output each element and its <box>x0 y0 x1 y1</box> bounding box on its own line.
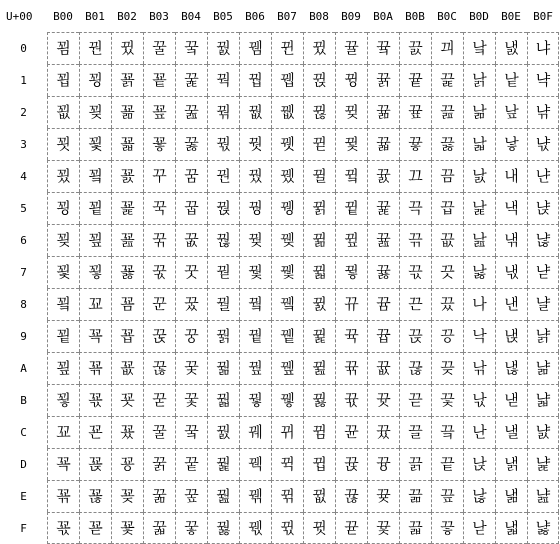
glyph-cell: 끆 <box>399 224 431 256</box>
glyph-cell: 꾚 <box>79 224 111 256</box>
row-header: 1 <box>20 73 27 87</box>
glyph-cell: 꿭 <box>239 320 271 352</box>
glyph-cell: 낤 <box>463 160 495 192</box>
glyph-cell: 꿈 <box>175 160 207 192</box>
glyph-cell: 뀾 <box>367 480 399 512</box>
glyph-cell: 뀓 <box>303 128 335 160</box>
row-header: 0 <box>20 41 27 55</box>
glyph-cell: 꿠 <box>207 32 239 64</box>
glyph-cell: 냟 <box>527 512 559 544</box>
glyph-cell: 꾞 <box>47 480 79 512</box>
glyph-cell: 낹 <box>495 320 527 352</box>
glyph-cell: 꿐 <box>175 416 207 448</box>
glyph-cell: 뀝 <box>303 448 335 480</box>
glyph-cell: 꾛 <box>47 384 79 416</box>
table-corner-label: U+00 <box>6 9 33 23</box>
glyph-cell: 끝 <box>431 448 463 480</box>
row-header: 8 <box>20 297 27 311</box>
glyph-cell: 냚 <box>527 352 559 384</box>
glyph-cell: 꾭 <box>111 320 143 352</box>
glyph-cell: 꾚 <box>47 352 79 384</box>
glyph-cell: 뀄 <box>271 160 303 192</box>
glyph-cell: 꿙 <box>207 192 239 224</box>
glyph-cell: 꾞 <box>79 352 111 384</box>
glyph-cell: 꿑 <box>175 448 207 480</box>
glyph-cell: 낻 <box>495 384 527 416</box>
glyph-cell: 뀡 <box>335 64 367 96</box>
glyph-cell: 꾖 <box>79 96 111 128</box>
glyph-cell: 꾜 <box>47 416 79 448</box>
glyph-cell: 꿊 <box>175 224 207 256</box>
row-header: 9 <box>20 329 27 343</box>
glyph-cell: 낰 <box>463 32 495 64</box>
glyph-cell: 뀥 <box>335 192 367 224</box>
glyph-cell: 뀹 <box>367 320 399 352</box>
glyph-cell: 뀒 <box>303 96 335 128</box>
glyph-cell: 꾼 <box>143 288 175 320</box>
glyph-cell: 꿘 <box>79 32 111 64</box>
glyph-cell: 냀 <box>495 32 527 64</box>
glyph-cell: 꾽 <box>143 320 175 352</box>
glyph-cell: 꾕 <box>47 192 79 224</box>
glyph-cell: 꾠 <box>79 416 111 448</box>
glyph-cell: 꾡 <box>79 448 111 480</box>
glyph-cell: 뀜 <box>303 416 335 448</box>
glyph-cell: 끇 <box>399 256 431 288</box>
glyph-cell: 뀚 <box>303 352 335 384</box>
row-header: 2 <box>20 105 27 119</box>
glyph-cell: 꿛 <box>207 256 239 288</box>
glyph-cell: 꾱 <box>111 448 143 480</box>
glyph-cell: 끏 <box>399 512 431 544</box>
glyph-cell: 뀖 <box>303 224 335 256</box>
glyph-cell: 뀕 <box>303 192 335 224</box>
row-header: D <box>20 457 27 471</box>
glyph-cell: 냝 <box>527 448 559 480</box>
glyph-cell: 꾫 <box>111 256 143 288</box>
glyph-cell: 끈 <box>399 288 431 320</box>
glyph-cell: 낟 <box>463 512 495 544</box>
glyph-cell: 뀦 <box>335 224 367 256</box>
glyph-cell: 꾕 <box>79 64 111 96</box>
glyph-cell: 꾣 <box>79 512 111 544</box>
glyph-cell: 뀪 <box>335 352 367 384</box>
glyph-cell: 끄 <box>399 160 431 192</box>
glyph-cell: 낢 <box>463 96 495 128</box>
glyph-cell: 뀿 <box>367 512 399 544</box>
glyph-cell: 나 <box>463 288 495 320</box>
glyph-cell: 낛 <box>463 384 495 416</box>
glyph-cell: 냘 <box>527 288 559 320</box>
glyph-cell: 끛 <box>431 384 463 416</box>
column-header: B00 <box>53 9 73 23</box>
glyph-cell: 꾝 <box>47 448 79 480</box>
glyph-cell: 뀐 <box>271 32 303 64</box>
glyph-cell: 꾗 <box>47 256 79 288</box>
glyph-cell: 꿨 <box>239 160 271 192</box>
column-header: B0E <box>501 9 521 23</box>
glyph-cell: 뀤 <box>335 160 367 192</box>
glyph-cell: 꿃 <box>143 512 175 544</box>
glyph-cell: 꾥 <box>111 64 143 96</box>
glyph-cell: 꿋 <box>175 256 207 288</box>
column-header: B0F <box>533 9 553 23</box>
glyph-cell: 꿍 <box>175 320 207 352</box>
glyph-cell: 꾷 <box>143 128 175 160</box>
glyph-cell: 뀌 <box>271 416 303 448</box>
glyph-cell: 뀊 <box>271 352 303 384</box>
glyph-cell: 뀧 <box>335 256 367 288</box>
glyph-cell: 뀟 <box>303 512 335 544</box>
glyph-cell: 꾓 <box>47 128 79 160</box>
glyph-cell: 끁 <box>399 64 431 96</box>
glyph-cell: 꿓 <box>175 512 207 544</box>
glyph-cell: 뀞 <box>303 480 335 512</box>
glyph-cell: 뀙 <box>303 320 335 352</box>
glyph-cell: 뀯 <box>335 512 367 544</box>
glyph-cell: 낥 <box>463 192 495 224</box>
glyph-cell: 꿌 <box>175 288 207 320</box>
glyph-cell: 끂 <box>399 96 431 128</box>
glyph-cell: 꿯 <box>239 384 271 416</box>
glyph-cell: 꾩 <box>111 192 143 224</box>
column-header: B07 <box>277 9 297 23</box>
glyph-cell: 뀰 <box>335 32 367 64</box>
glyph-cell: 냖 <box>527 224 559 256</box>
glyph-cell: 낵 <box>495 192 527 224</box>
glyph-cell: 꾦 <box>111 96 143 128</box>
column-header: B03 <box>149 9 169 23</box>
column-header: B05 <box>213 9 233 23</box>
glyph-cell: 꿉 <box>175 192 207 224</box>
glyph-cell: 끔 <box>431 160 463 192</box>
row-header: F <box>20 521 27 535</box>
glyph-cell: 꿀 <box>143 32 175 64</box>
glyph-cell: 꾙 <box>79 192 111 224</box>
glyph-cell: 뀬 <box>335 416 367 448</box>
glyph-cell: 뀅 <box>271 192 303 224</box>
glyph-cell: 꾯 <box>111 384 143 416</box>
glyph-cell: 꾟 <box>79 384 111 416</box>
glyph-cell: 뀗 <box>303 256 335 288</box>
glyph-cell: 냛 <box>527 384 559 416</box>
glyph-cell: 꿰 <box>239 416 271 448</box>
glyph-cell: 꿚 <box>207 224 239 256</box>
row-header: B <box>20 393 27 407</box>
glyph-cell: 끍 <box>399 448 431 480</box>
glyph-cell: 낡 <box>463 64 495 96</box>
glyph-cell: 꾪 <box>111 224 143 256</box>
glyph-cell: 꿁 <box>143 448 175 480</box>
glyph-cell: 낼 <box>495 416 527 448</box>
column-header: B0A <box>373 9 393 23</box>
glyph-cell: 낧 <box>463 256 495 288</box>
row-header: 3 <box>20 137 27 151</box>
glyph-cell: 꿳 <box>239 512 271 544</box>
row-header: 7 <box>20 265 27 279</box>
glyph-cell: 뀎 <box>271 480 303 512</box>
glyph-cell: 뀼 <box>367 416 399 448</box>
glyph-cell: 꾮 <box>111 352 143 384</box>
glyph-cell: 뀻 <box>367 384 399 416</box>
column-header: B04 <box>181 9 201 23</box>
glyph-cell: 끎 <box>399 480 431 512</box>
glyph-cell: 꿫 <box>239 256 271 288</box>
glyph-cell: 끑 <box>431 64 463 96</box>
glyph-cell: 뀢 <box>335 96 367 128</box>
column-header: B02 <box>117 9 137 23</box>
glyph-cell: 뀸 <box>367 288 399 320</box>
column-header: B01 <box>85 9 105 23</box>
glyph-cell: 뀶 <box>367 224 399 256</box>
glyph-cell: 뀘 <box>303 288 335 320</box>
glyph-cell: 끙 <box>431 320 463 352</box>
glyph-cell: 꾘 <box>79 160 111 192</box>
glyph-cell: 꾬 <box>111 288 143 320</box>
glyph-cell: 끌 <box>399 416 431 448</box>
glyph-cell: 끗 <box>431 256 463 288</box>
glyph-cell: 낿 <box>495 512 527 544</box>
glyph-cell: 꿠 <box>207 416 239 448</box>
glyph-cell: 꾰 <box>111 416 143 448</box>
glyph-cell: 끒 <box>431 96 463 128</box>
glyph-cell: 냜 <box>527 416 559 448</box>
glyph-cell: 꾛 <box>79 256 111 288</box>
glyph-cell: 꿥 <box>239 64 271 96</box>
glyph-cell: 뀏 <box>271 512 303 544</box>
glyph-cell: 냐 <box>527 32 559 64</box>
glyph-cell: 끃 <box>399 128 431 160</box>
glyph-cell: 낚 <box>463 352 495 384</box>
glyph-cell: 꿬 <box>239 288 271 320</box>
glyph-cell: 낾 <box>495 480 527 512</box>
glyph-cell: 꾔 <box>47 160 79 192</box>
glyph-cell: 끞 <box>431 480 463 512</box>
glyph-cell: 뀴 <box>367 160 399 192</box>
glyph-cell: 낳 <box>495 128 527 160</box>
glyph-cell: 뀠 <box>303 32 335 64</box>
glyph-cell: 뀩 <box>335 320 367 352</box>
glyph-cell: 꿎 <box>175 352 207 384</box>
glyph-cell: 꾗 <box>79 128 111 160</box>
glyph-cell: 끠 <box>431 32 463 64</box>
glyph-cell: 뀳 <box>367 128 399 160</box>
glyph-cell: 뀆 <box>271 224 303 256</box>
glyph-cell: 꾸 <box>143 160 175 192</box>
column-header: B09 <box>341 9 361 23</box>
glyph-cell: 뀮 <box>335 480 367 512</box>
glyph-cell: 뀉 <box>271 320 303 352</box>
glyph-cell: 꿜 <box>207 288 239 320</box>
glyph-cell: 꾢 <box>79 480 111 512</box>
glyph-cell: 꿱 <box>239 448 271 480</box>
glyph-cell: 꿇 <box>175 128 207 160</box>
glyph-cell: 꿡 <box>207 448 239 480</box>
glyph-cell: 꿐 <box>175 32 207 64</box>
glyph-cell: 꿀 <box>143 416 175 448</box>
glyph-cell: 꾾 <box>143 352 175 384</box>
column-header: B0B <box>405 9 425 23</box>
glyph-cell: 꾒 <box>47 96 79 128</box>
glyph-cell: 뀵 <box>367 192 399 224</box>
glyph-cell: 꿏 <box>175 384 207 416</box>
column-header: B06 <box>245 9 265 23</box>
glyph-cell: 끊 <box>399 352 431 384</box>
glyph-cell: 낱 <box>495 64 527 96</box>
glyph-cell: 꿪 <box>239 224 271 256</box>
glyph-cell: 끓 <box>431 128 463 160</box>
glyph-cell: 낶 <box>495 224 527 256</box>
glyph-cell: 꿖 <box>207 96 239 128</box>
glyph-cell: 꾻 <box>143 256 175 288</box>
glyph-cell: 꾧 <box>111 128 143 160</box>
glyph-cell: 꾵 <box>143 64 175 96</box>
glyph-cell: 뀁 <box>271 64 303 96</box>
glyph-cell: 뀺 <box>367 352 399 384</box>
glyph-cell: 뀠 <box>111 32 143 64</box>
glyph-cell: 뀈 <box>271 288 303 320</box>
glyph-cell: 꾐 <box>47 32 79 64</box>
row-header: E <box>20 489 27 503</box>
glyph-cell: 내 <box>495 160 527 192</box>
glyph-cell: 뀃 <box>271 128 303 160</box>
glyph-cell: 꿩 <box>239 192 271 224</box>
glyph-cell: 낽 <box>495 448 527 480</box>
glyph-cell: 낦 <box>463 224 495 256</box>
glyph-cell: 냒 <box>527 96 559 128</box>
glyph-cell: 꿝 <box>207 320 239 352</box>
glyph-cell: 뀂 <box>271 96 303 128</box>
glyph-cell: 냑 <box>527 64 559 96</box>
glyph-cell: 꾙 <box>47 320 79 352</box>
glyph-cell: 뀀 <box>239 32 271 64</box>
glyph-cell: 뀱 <box>367 64 399 96</box>
glyph-cell: 꾶 <box>143 96 175 128</box>
glyph-cell: 냙 <box>527 320 559 352</box>
glyph-cell: 꿆 <box>175 96 207 128</box>
glyph-cell: 뀔 <box>303 160 335 192</box>
glyph-cell: 끋 <box>399 384 431 416</box>
column-header: B08 <box>309 9 329 23</box>
glyph-cell: 꿦 <box>239 96 271 128</box>
glyph-cell: 냗 <box>527 256 559 288</box>
glyph-cell: 낸 <box>495 288 527 320</box>
glyph-cell: 꿣 <box>207 512 239 544</box>
glyph-cell: 꿅 <box>175 64 207 96</box>
glyph-cell: 꾳 <box>111 512 143 544</box>
glyph-cell: 꿕 <box>207 64 239 96</box>
glyph-cell: 꾜 <box>79 288 111 320</box>
glyph-cell: 끅 <box>399 192 431 224</box>
glyph-cell: 끘 <box>431 288 463 320</box>
glyph-cell: 뀑 <box>303 64 335 96</box>
column-header: B0C <box>437 9 457 23</box>
glyph-cell: 꿂 <box>143 480 175 512</box>
glyph-cell: 뀛 <box>303 384 335 416</box>
row-header: C <box>20 425 27 439</box>
glyph-cell: 꾘 <box>47 288 79 320</box>
row-header: A <box>20 361 27 375</box>
glyph-cell: 끐 <box>399 32 431 64</box>
glyph-cell: 낺 <box>495 352 527 384</box>
glyph-cell: 꾟 <box>47 512 79 544</box>
glyph-cell: 끖 <box>431 224 463 256</box>
glyph-cell: 꾑 <box>47 64 79 96</box>
row-header: 5 <box>20 201 27 215</box>
glyph-cell: 뀲 <box>367 96 399 128</box>
row-header: 4 <box>20 169 27 183</box>
glyph-cell: 꿟 <box>207 384 239 416</box>
glyph-cell: 끜 <box>431 416 463 448</box>
glyph-cell: 뀍 <box>271 448 303 480</box>
glyph-cell: 뀽 <box>367 448 399 480</box>
glyph-cell: 뀨 <box>335 288 367 320</box>
glyph-cell: 꿘 <box>207 160 239 192</box>
glyph-cell: 꾨 <box>111 160 143 192</box>
glyph-cell: 꿗 <box>207 128 239 160</box>
glyph-cell: 냔 <box>527 160 559 192</box>
glyph-cell: 뀋 <box>271 384 303 416</box>
glyph-cell: 끟 <box>431 512 463 544</box>
glyph-cell: 낲 <box>495 96 527 128</box>
glyph-cell: 꾝 <box>79 320 111 352</box>
glyph-cell: 꾹 <box>143 192 175 224</box>
glyph-cell: 꿧 <box>239 128 271 160</box>
glyph-cell: 끉 <box>399 320 431 352</box>
glyph-cell: 낙 <box>463 320 495 352</box>
glyph-cell: 꿞 <box>207 352 239 384</box>
glyph-cell: 꿒 <box>175 480 207 512</box>
glyph-cell: 낝 <box>463 448 495 480</box>
glyph-cell: 꿮 <box>239 352 271 384</box>
glyph-cell: 낷 <box>495 256 527 288</box>
glyph-cell: 난 <box>463 416 495 448</box>
glyph-cell: 꾖 <box>47 224 79 256</box>
glyph-cell: 끕 <box>431 192 463 224</box>
glyph-cell: 뀇 <box>271 256 303 288</box>
glyph-cell: 꾺 <box>143 224 175 256</box>
glyph-cell: 낞 <box>463 480 495 512</box>
glyph-cell: 낣 <box>463 128 495 160</box>
glyph-cell: 뀣 <box>335 128 367 160</box>
row-header: 6 <box>20 233 27 247</box>
glyph-cell: 끚 <box>431 352 463 384</box>
glyph-cell: 뀷 <box>367 256 399 288</box>
glyph-cell: 꾿 <box>143 384 175 416</box>
glyph-cell: 꿢 <box>207 480 239 512</box>
glyph-cell: 냓 <box>527 128 559 160</box>
glyph-cell: 뀭 <box>335 448 367 480</box>
glyph-cell: 꿲 <box>239 480 271 512</box>
glyph-cell: 냞 <box>527 480 559 512</box>
glyph-cell: 냕 <box>527 192 559 224</box>
column-header: B0D <box>469 9 489 23</box>
glyph-cell: 꾲 <box>111 480 143 512</box>
glyph-cell: 뀫 <box>335 384 367 416</box>
glyph-cell: 끀 <box>367 32 399 64</box>
